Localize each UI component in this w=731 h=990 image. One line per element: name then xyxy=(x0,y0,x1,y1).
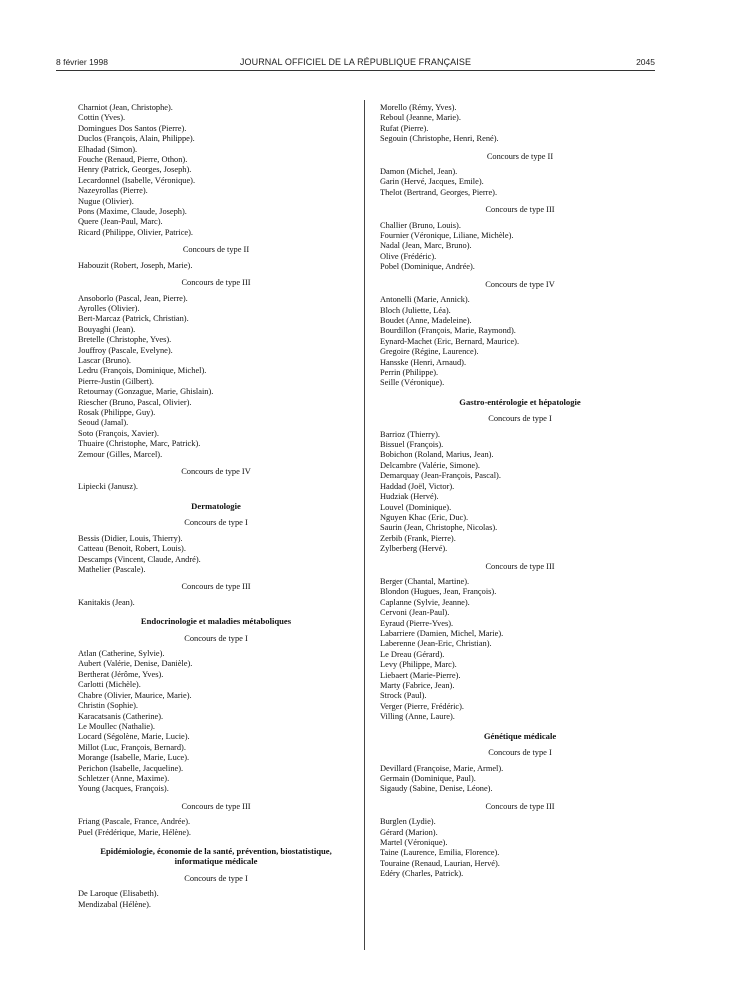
list-item: Karacatsanis (Catherine). xyxy=(78,711,164,721)
competition-heading: Concours de type II xyxy=(182,245,250,255)
list-item: Barrioz (Thierry). xyxy=(380,429,440,439)
list-item: Quere (Jean-Paul, Marc). xyxy=(78,217,163,227)
list-item: Atlan (Catherine, Sylvie). xyxy=(78,649,165,659)
competition-heading: Concours de type I xyxy=(488,414,552,424)
competition-heading: Concours de type III xyxy=(485,801,555,811)
list-item: Millot (Luc, François, Bernard). xyxy=(78,742,186,752)
name-list xyxy=(78,598,354,608)
list-item: Edéry (Charles, Patrick). xyxy=(380,869,464,879)
list-item: Mathelier (Pascale). xyxy=(78,564,146,574)
competition-heading: Concours de type I xyxy=(184,873,248,883)
list-item: Hudziak (Hervé). xyxy=(380,492,439,502)
list-item: Hansske (Henri, Arnaud). xyxy=(380,357,467,367)
list-item: Morange (Isabelle, Marie, Luce). xyxy=(78,753,190,763)
list-item: Demarquay (Jean-François, Pascal). xyxy=(380,471,501,481)
list-item: Eyraud (Pierre-Yves). xyxy=(380,618,454,628)
list-item: Antonelli (Marie, Annick). xyxy=(380,295,470,305)
list-item: Sigaudy (Sabine, Denise, Léone). xyxy=(380,784,493,794)
competition-heading: Concours de type III xyxy=(181,278,251,288)
list-item: Martel (Véronique). xyxy=(380,837,448,847)
list-item: Fournier (Véronique, Liliane, Michèle). xyxy=(380,231,514,241)
competition-heading: Concours de type III xyxy=(485,205,555,215)
list-item: Thelot (Bertrand, Georges, Pierre). xyxy=(380,187,498,197)
list-item: Seoud (Jamal). xyxy=(78,418,129,428)
name-list xyxy=(380,430,660,555)
list-item: Bessis (Didier, Louis, Thierry). xyxy=(78,533,183,543)
list-item: Le Dreau (Gérard). xyxy=(380,649,445,659)
name-list xyxy=(78,649,354,795)
specialty-heading: Epidémiologie, économie de la santé, prévention, biostatistique, informatique médicale xyxy=(100,845,332,867)
list-item: Zemour (Gilles, Marcel). xyxy=(78,449,163,459)
list-item: Segouin (Christophe, Henri, René). xyxy=(380,134,499,144)
list-item: Habouzit (Robert, Joseph, Marie). xyxy=(78,260,193,270)
list-item: Bouyaghi (Jean). xyxy=(78,324,136,334)
list-item: Descamps (Vincent, Claude, André). xyxy=(78,554,201,564)
name-list xyxy=(380,167,660,198)
competition-heading: Concours de type IV xyxy=(181,467,251,476)
list-item: Gregoire (Régine, Laurence). xyxy=(380,347,479,357)
list-item: Marty (Fabrice, Jean). xyxy=(380,681,455,690)
list-item: Eynard-Machet (Eric, Bernard, Maurice). xyxy=(380,336,520,346)
competition-heading: Concours de type III xyxy=(181,801,251,811)
list-item: Boudet (Anne, Madeleine). xyxy=(380,315,472,325)
list-item: Touraine (Renaud, Laurian, Hervé). xyxy=(380,858,500,868)
competition-heading: Concours de type III xyxy=(485,561,555,571)
list-item: Cottin (Yves). xyxy=(78,113,126,123)
name-list xyxy=(380,817,660,879)
name-list xyxy=(78,534,354,576)
name-list xyxy=(380,764,660,795)
list-item: Caplanne (Sylvie, Jeanne). xyxy=(380,597,470,607)
list-item: Pierre-Justin (Gilbert). xyxy=(78,376,154,386)
list-item: Bourdillon (François, Marie, Raymond). xyxy=(380,326,516,336)
list-item: Damon (Michel, Jean). xyxy=(380,167,458,177)
list-item: Lecardonnel (Isabelle, Véronique). xyxy=(78,175,196,185)
page-header xyxy=(56,57,655,71)
name-list xyxy=(380,103,660,145)
list-item: Villing (Anne, Laure). xyxy=(380,712,455,722)
list-item: Charniot (Jean, Christophe). xyxy=(78,103,173,112)
list-item: Seille (Véronique). xyxy=(380,378,445,388)
list-item: Bretelle (Christophe, Yves). xyxy=(78,335,172,345)
list-item: Germain (Dominique, Paul). xyxy=(380,773,476,783)
list-item: Locard (Ségolène, Marie, Lucie). xyxy=(78,732,190,742)
competition-heading: Concours de type II xyxy=(486,151,554,161)
header-rule xyxy=(56,70,655,71)
list-item: Ansoborlo (Pascal, Jean, Pierre). xyxy=(78,293,188,303)
name-list xyxy=(78,482,354,492)
list-item: Ayrolles (Olivier). xyxy=(78,303,140,313)
list-item: Jouffroy (Pascale, Evelyne). xyxy=(78,345,173,355)
column-divider xyxy=(364,100,365,950)
list-item: Delcambre (Valérie, Simone). xyxy=(380,460,480,470)
name-list xyxy=(78,889,354,910)
list-item: Haddad (Joël, Victor). xyxy=(380,481,455,491)
competition-heading: Concours de type I xyxy=(488,748,552,758)
right-column xyxy=(380,103,660,885)
list-item: Catteau (Benoit, Robert, Louis). xyxy=(78,544,186,554)
list-item: Zerbib (Frank, Pierre). xyxy=(380,533,456,543)
journal-title: JOURNAL OFFICIEL DE LA RÉPUBLIQUE FRANÇAISE xyxy=(239,57,472,67)
list-item: De Laroque (Elisabeth). xyxy=(78,889,159,899)
list-item: Puel (Frédérique, Marie, Hélène). xyxy=(78,827,192,837)
competition-heading: Concours de type I xyxy=(184,518,248,528)
list-item: Kanitakis (Jean). xyxy=(78,597,135,607)
list-item: Fouche (Renaud, Pierre, Othon). xyxy=(78,155,188,165)
list-item: Berger (Chantal, Martine). xyxy=(380,576,470,586)
list-item: Laberenne (Jean-Eric, Christian). xyxy=(380,639,492,649)
list-item: Riescher (Bruno, Pascal, Olivier). xyxy=(78,397,192,407)
list-item: Challier (Bruno, Louis). xyxy=(380,220,461,230)
list-item: Strock (Paul). xyxy=(380,691,427,701)
list-item: Devillard (Françoise, Marie, Armel). xyxy=(380,763,504,773)
competition-heading: Concours de type III xyxy=(181,582,251,592)
name-list xyxy=(78,261,354,271)
list-item: Carlotti (Michèle). xyxy=(78,680,141,690)
list-item: Lipiecki (Janusz). xyxy=(78,482,138,492)
name-list xyxy=(78,294,354,461)
specialty-heading: Génétique médicale xyxy=(483,730,557,741)
list-item: Bert-Marcaz (Patrick, Christian). xyxy=(78,314,189,324)
list-item: Bobichon (Roland, Marius, Jean). xyxy=(380,450,494,460)
list-item: Olive (Frédéric). xyxy=(380,251,437,261)
list-item: Levy (Philippe, Marc). xyxy=(380,660,457,670)
list-item: Aubert (Valérie, Denise, Danièle). xyxy=(78,659,193,669)
list-item: Gérard (Marion). xyxy=(380,827,438,837)
specialty-heading: Dermatologie xyxy=(191,500,241,511)
list-item: Liebaert (Marie-Pierre). xyxy=(380,670,461,680)
list-item: Taine (Laurence, Emilia, Florence). xyxy=(380,848,500,858)
list-item: Labarriere (Damien, Michel, Marie). xyxy=(380,628,504,638)
list-item: Elhadad (Simon). xyxy=(78,144,138,154)
list-item: Rosak (Philippe, Guy). xyxy=(78,407,156,417)
list-item: Bissuel (François). xyxy=(380,440,444,450)
list-item: Christin (Sophie). xyxy=(78,701,139,711)
list-item: Ricard (Philippe, Olivier, Patrice). xyxy=(78,227,194,237)
list-item: Le Moullec (Nathalie). xyxy=(78,721,155,731)
page-number: 2045 xyxy=(636,57,655,67)
list-item: Pobel (Dominique, Andrée). xyxy=(380,262,475,272)
name-list xyxy=(380,221,660,273)
list-item: Nguyen Khac (Eric, Duc). xyxy=(380,512,469,522)
list-item: Nazeyrollas (Pierre). xyxy=(78,186,148,196)
list-item: Garin (Hervé, Jacques, Emile). xyxy=(380,177,484,187)
left-column xyxy=(78,103,354,915)
list-item: Soto (François, Xavier). xyxy=(78,428,159,438)
list-item: Zylberberg (Hervé). xyxy=(380,544,448,554)
list-item: Verger (Pierre, Frédéric). xyxy=(380,701,465,711)
list-item: Ledru (François, Dominique, Michel). xyxy=(78,366,207,376)
list-item: Lascar (Bruno). xyxy=(78,355,132,365)
name-list xyxy=(78,103,354,238)
list-item: Perrin (Philippe). xyxy=(380,367,439,377)
list-item: Morello (Rémy, Yves). xyxy=(380,103,457,112)
list-item: Bloch (Juliette, Léa). xyxy=(380,305,451,315)
name-list xyxy=(380,577,660,723)
list-item: Reboul (Jeanne, Marie). xyxy=(380,113,461,123)
list-item: Young (Jacques, François). xyxy=(78,784,169,794)
name-list xyxy=(78,817,354,838)
list-item: Burglen (Lydie). xyxy=(380,817,436,827)
list-item: Schletzer (Anne, Maxime). xyxy=(78,773,170,783)
list-item: Retournay (Gonzague, Marie, Ghislain). xyxy=(78,387,214,397)
list-item: Nadal (Jean, Marc, Bruno). xyxy=(380,241,472,251)
list-item: Blondon (Hugues, Jean, François). xyxy=(380,587,497,597)
list-item: Louvel (Dominique). xyxy=(380,502,452,512)
list-item: Cervoni (Jean-Paul). xyxy=(380,608,450,618)
list-item: Chabre (Olivier, Maurice, Marie). xyxy=(78,690,192,700)
specialty-heading: Gastro-entérologie et hépatologie xyxy=(459,396,581,407)
list-item: Bertherat (Jérôme, Yves). xyxy=(78,669,164,679)
list-item: Domingues Dos Santos (Pierre). xyxy=(78,123,187,133)
competition-heading: Concours de type IV xyxy=(485,279,555,289)
list-item: Perichon (Isabelle, Jacqueline). xyxy=(78,763,184,773)
list-item: Henry (Patrick, Georges, Joseph). xyxy=(78,165,192,175)
list-item: Nugue (Olivier). xyxy=(78,196,134,206)
list-item: Mendizabal (Hélène). xyxy=(78,899,152,909)
specialty-heading: Endocrinologie et maladies métaboliques xyxy=(140,616,292,627)
list-item: Friang (Pascale, France, Andrée). xyxy=(78,817,191,827)
list-item: Saurin (Jean, Christophe, Nicolas). xyxy=(380,523,498,533)
list-item: Thuaire (Christophe, Marc, Patrick). xyxy=(78,439,201,449)
list-item: Duclos (François, Alain, Philippe). xyxy=(78,134,195,144)
list-item: Rufat (Pierre). xyxy=(380,123,429,133)
publication-date: 8 février 1998 xyxy=(56,57,108,67)
list-item: Pons (Maxime, Claude, Joseph). xyxy=(78,207,187,217)
name-list xyxy=(380,295,660,389)
competition-heading: Concours de type I xyxy=(184,633,248,643)
